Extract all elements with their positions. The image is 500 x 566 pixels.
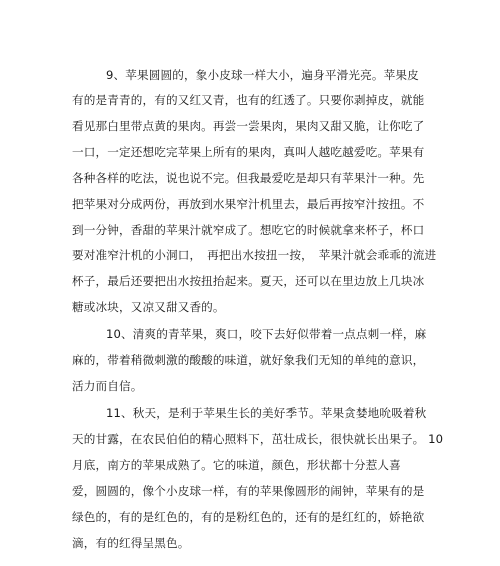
paragraph-11-line-1: 11、秋天，是利于苹果生长的美好季节。苹果贪婪地吮吸着秋 (106, 406, 427, 420)
paragraph-9-line-5: 各种各样的吃法，说也说不完。但我最爱吃是却只有苹果汁一种。先 (72, 171, 425, 185)
paragraph-9-line-1: 9、苹果圆圆的，象小皮球一样大小，遍身平滑光亮。苹果皮 (106, 68, 419, 82)
paragraph-9-line-2: 有的是青青的，有的又红又青，也有的红透了。只要你剥掉皮，就能 (72, 93, 425, 107)
paragraph-11-line-6: 滴，有的红得呈黑色。 (72, 536, 190, 550)
paragraph-9-line-4: 一口，一定还想吃完苹果上所有的果肉，真叫人越吃越爱吃。苹果有 (72, 145, 425, 159)
paragraph-9-line-9: 杯子，最后还要把出水按扭抬起来。夏天，还可以在里边放上几块冰 (72, 274, 425, 288)
paragraph-9-line-8: 要对准窄汁机的小洞口， 再把出水按扭一按， 苹果汁就会乖乖的流进 (72, 248, 437, 262)
paragraph-11-line-2: 天的甘露，在农民伯伯的精心照料下，茁壮成长，很快就长出果子。 10 (72, 432, 444, 446)
paragraph-9-line-10: 糖或冰块，又凉又甜又香的。 (72, 300, 225, 314)
paragraph-9-line-6: 把苹果对分成两份，再放到水果窄汁机里去，最后再按窄汁按扭。不 (72, 197, 425, 211)
paragraph-9-line-3: 看见那白里带点黄的果肉。再尝一尝果肉，果肉又甜又脆，让你吃了 (72, 119, 425, 133)
paragraph-9-line-7: 到一分钟，香甜的苹果汁就窄成了。想吃它的时候就拿来杯子，杯口 (72, 223, 425, 237)
paragraph-10-line-2: 麻的，带着稍微刺激的酸酸的味道，就好象我们无知的单纯的意识， (72, 353, 425, 367)
paragraph-11-line-4: 爱，圆圆的，像个小皮球一样，有的苹果像圆形的闹钟，苹果有的是 (72, 484, 425, 498)
paragraph-11-line-3: 月底，南方的苹果成熟了。它的味道，颜色，形状都十分惹人喜 (72, 458, 401, 472)
paragraph-10-line-3: 活力而自信。 (72, 379, 143, 393)
paragraph-10-line-1: 10、清爽的青苹果，爽口，咬下去好似带着一点点刺一样，麻 (106, 327, 427, 341)
paragraph-11-line-5: 绿色的，有的是红色的，有的是粉红色的，还有的是红红的，娇艳欲 (72, 510, 425, 524)
